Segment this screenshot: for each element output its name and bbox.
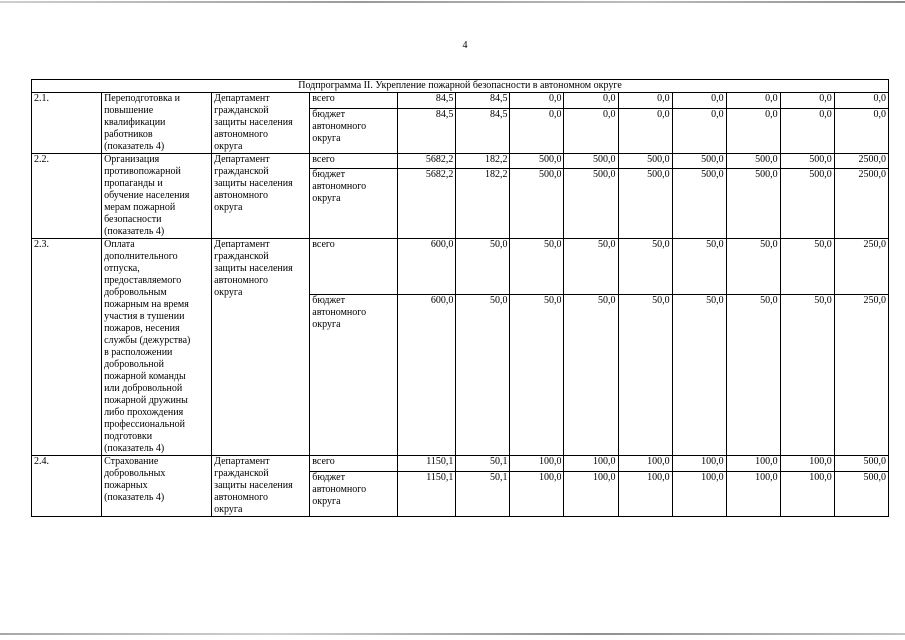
value-cell: 2500,0 [834, 168, 888, 238]
source-label: бюджет автономного округа [310, 471, 398, 516]
source-label: всего [310, 456, 398, 472]
row-code: 2.1. [32, 93, 102, 154]
value-cell: 50,0 [780, 295, 834, 456]
value-cell: 0,0 [726, 93, 780, 109]
value-cell: 182,2 [456, 168, 510, 238]
value-cell: 250,0 [834, 295, 888, 456]
scan-edge-top [0, 1, 905, 3]
value-cell: 500,0 [564, 168, 618, 238]
value-cell: 100,0 [726, 471, 780, 516]
value-cell: 0,0 [726, 108, 780, 153]
value-cell: 84,5 [456, 93, 510, 109]
value-cell: 500,0 [780, 168, 834, 238]
value-cell: 500,0 [834, 456, 888, 472]
value-cell: 182,2 [456, 154, 510, 169]
scan-edge-bottom [0, 633, 905, 635]
value-cell: 100,0 [618, 471, 672, 516]
value-cell: 500,0 [834, 471, 888, 516]
value-cell: 2500,0 [834, 154, 888, 169]
page-number: 4 [462, 40, 468, 51]
value-cell: 500,0 [726, 154, 780, 169]
value-cell: 500,0 [726, 168, 780, 238]
source-label: всего [310, 239, 398, 295]
value-cell: 100,0 [564, 471, 618, 516]
value-cell: 0,0 [834, 93, 888, 109]
value-cell: 84,5 [456, 108, 510, 153]
value-cell: 5682,2 [398, 168, 456, 238]
value-cell: 600,0 [398, 239, 456, 295]
value-cell: 0,0 [672, 108, 726, 153]
value-cell: 50,1 [456, 471, 510, 516]
value-cell: 100,0 [510, 471, 564, 516]
value-cell: 0,0 [510, 93, 564, 109]
source-label: бюджет автономного округа [310, 108, 398, 153]
value-cell: 0,0 [564, 108, 618, 153]
value-cell: 5682,2 [398, 154, 456, 169]
value-cell: 100,0 [780, 456, 834, 472]
budget-table [31, 79, 889, 517]
value-cell: 100,0 [726, 456, 780, 472]
measure-name: Переподготовка и повышение квалификации работников (показатель 4) [102, 93, 212, 154]
value-cell: 500,0 [618, 168, 672, 238]
value-cell: 500,0 [672, 154, 726, 169]
measure-name: Организация противопожарной пропаганды и обучение населения мерам пожарной безопасности (показатель 4) [102, 154, 212, 239]
executor: Департамент гражданской защиты населения автономного округа [212, 456, 310, 517]
measure-name: Страхование добровольных пожарных (показатель 4) [102, 456, 212, 517]
value-cell: 50,0 [510, 295, 564, 456]
value-cell: 50,0 [618, 295, 672, 456]
value-cell: 84,5 [398, 108, 456, 153]
value-cell: 50,0 [780, 239, 834, 295]
value-cell: 1150,1 [398, 456, 456, 472]
source-label: бюджет автономного округа [310, 295, 398, 456]
value-cell: 50,0 [564, 295, 618, 456]
value-cell: 0,0 [510, 108, 564, 153]
value-cell: 600,0 [398, 295, 456, 456]
value-cell: 50,0 [726, 295, 780, 456]
value-cell: 250,0 [834, 239, 888, 295]
value-cell: 100,0 [672, 456, 726, 472]
value-cell: 50,0 [618, 239, 672, 295]
value-cell: 0,0 [780, 93, 834, 109]
value-cell: 50,0 [564, 239, 618, 295]
value-cell: 500,0 [564, 154, 618, 169]
table-row [32, 93, 889, 109]
value-cell: 500,0 [780, 154, 834, 169]
value-cell: 100,0 [618, 456, 672, 472]
value-cell: 0,0 [834, 108, 888, 153]
value-cell: 0,0 [780, 108, 834, 153]
executor: Департамент гражданской защиты населения автономного округа [212, 239, 310, 456]
subprogram-title-row [32, 80, 889, 93]
value-cell: 1150,1 [398, 471, 456, 516]
value-cell: 500,0 [672, 168, 726, 238]
row-code: 2.4. [32, 456, 102, 517]
value-cell: 50,0 [510, 239, 564, 295]
table-row [32, 456, 889, 472]
row-code: 2.3. [32, 239, 102, 456]
table-row [32, 239, 889, 295]
value-cell: 500,0 [510, 154, 564, 169]
value-cell: 100,0 [672, 471, 726, 516]
value-cell: 84,5 [398, 93, 456, 109]
value-cell: 0,0 [618, 108, 672, 153]
source-label: всего [310, 93, 398, 109]
row-code: 2.2. [32, 154, 102, 239]
value-cell: 100,0 [510, 456, 564, 472]
measure-name: Оплата дополнительного отпуска, предоставляемого добровольным пожарным на время участия в тушении пожаров, несения службы (дежурства) в расположении добровольной пожарной команды или добровольной пожарной дружины либо прохождения профессиональной подготовки (показатель 4) [102, 239, 212, 456]
source-label: всего [310, 154, 398, 169]
value-cell: 50,0 [672, 239, 726, 295]
value-cell: 50,0 [726, 239, 780, 295]
value-cell: 50,1 [456, 456, 510, 472]
value-cell: 50,0 [456, 295, 510, 456]
table-row [32, 154, 889, 169]
value-cell: 0,0 [564, 93, 618, 109]
executor: Департамент гражданской защиты населения автономного округа [212, 154, 310, 239]
subprogram-title: Подпрограмма II. Укрепление пожарной безопасности в автономном округе [32, 80, 889, 93]
value-cell: 500,0 [510, 168, 564, 238]
value-cell: 500,0 [618, 154, 672, 169]
value-cell: 100,0 [780, 471, 834, 516]
value-cell: 0,0 [672, 93, 726, 109]
executor: Департамент гражданской защиты населения автономного округа [212, 93, 310, 154]
source-label: бюджет автономного округа [310, 168, 398, 238]
value-cell: 100,0 [564, 456, 618, 472]
value-cell: 50,0 [456, 239, 510, 295]
value-cell: 0,0 [618, 93, 672, 109]
value-cell: 50,0 [672, 295, 726, 456]
